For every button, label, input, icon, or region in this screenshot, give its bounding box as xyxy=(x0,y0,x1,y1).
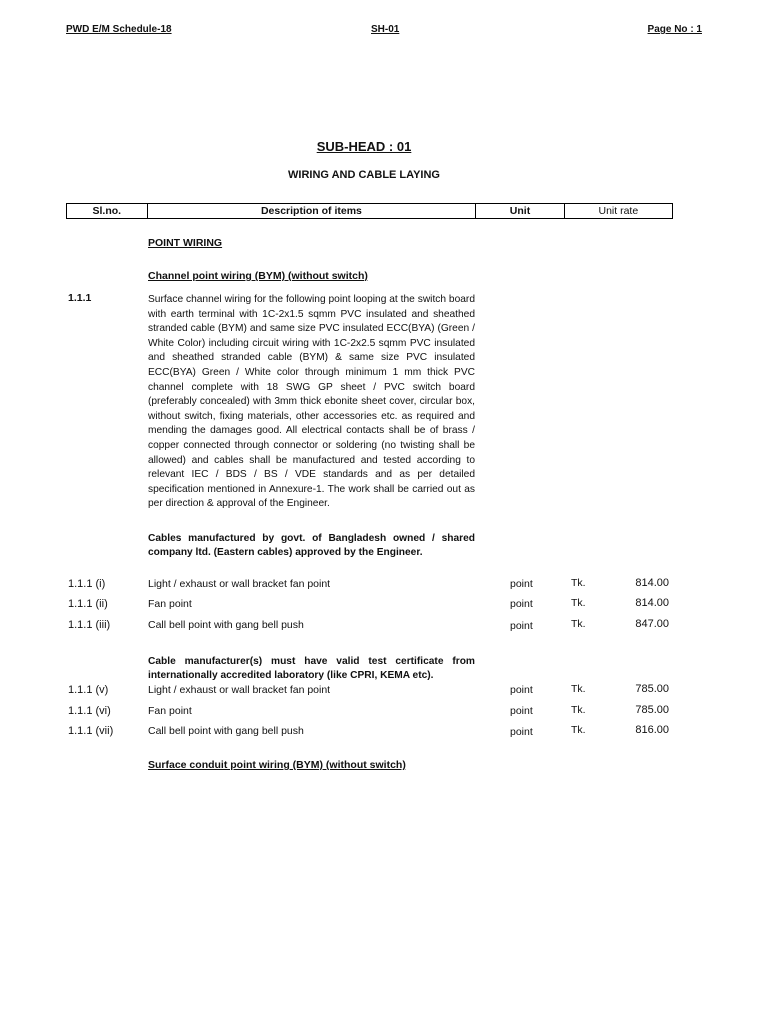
row-currency: Tk. xyxy=(571,724,586,736)
row-rate: 816.00 xyxy=(635,724,669,736)
row-currency: Tk. xyxy=(571,618,586,630)
row-rate: 814.00 xyxy=(635,597,669,609)
row-unit: point xyxy=(510,578,533,590)
row-currency: Tk. xyxy=(571,704,586,716)
row-description: Light / exhaust or wall bracket fan point xyxy=(148,684,331,696)
item-number: 1.1.1 xyxy=(68,292,92,304)
row-unit: point xyxy=(510,726,533,738)
row-rate: 847.00 xyxy=(635,618,669,630)
row-unit: point xyxy=(510,705,533,717)
row-rate: 814.00 xyxy=(635,577,669,589)
page-subtitle: WIRING AND CABLE LAYING xyxy=(288,169,440,181)
page-title: SUB-HEAD : 01 xyxy=(316,139,412,154)
row-currency: Tk. xyxy=(571,577,586,589)
row-number: 1.1.1 (iii) xyxy=(68,619,111,631)
section-heading: POINT WIRING xyxy=(148,237,223,249)
col-rate: Unit rate xyxy=(564,204,672,219)
note-test-certificate: Cable manufacturer(s) must have valid test certificate from internationally accredited laboratory (like CPRI, KEMA etc). xyxy=(148,656,475,681)
column-header-table xyxy=(66,203,673,219)
row-unit: point xyxy=(510,620,533,632)
col-slno: Sl.no. xyxy=(67,204,148,219)
row-description: Light / exhaust or wall bracket fan point xyxy=(148,578,331,590)
row-description: Call bell point with gang bell push xyxy=(148,619,304,631)
row-unit: point xyxy=(510,598,533,610)
header-sheet-id: SH-01 xyxy=(371,24,400,35)
col-unit: Unit xyxy=(476,204,564,219)
row-currency: Tk. xyxy=(571,597,586,609)
subsection-heading-channel: Channel point wiring (BYM) (without switch) xyxy=(148,270,368,282)
row-description: Fan point xyxy=(148,598,192,610)
header-doc-name: PWD E/M Schedule-18 xyxy=(66,24,172,35)
row-rate: 785.00 xyxy=(635,683,669,695)
note-govt-cables: Cables manufactured by govt. of Bangladesh owned / shared company ltd. (Eastern cables) approved by the Engineer. xyxy=(148,533,475,558)
row-number: 1.1.1 (ii) xyxy=(68,598,108,610)
row-unit: point xyxy=(510,684,533,696)
header-page-number: Page No : 1 xyxy=(647,24,702,35)
row-number: 1.1.1 (vi) xyxy=(68,705,111,717)
item-description: Surface channel wiring for the following point looping at the switch board with earth terminal with 1C-2x1.5 sqmm PVC insulated and sheathed stranded cable (BYM) and same size PVC insulated ECC(BYA) (Green / White Color) including circuit wiring with 1C-2x2.5 sqmm PVC insulated and sheathed stranded cable (BYM) & same size PVC insulated ECC(BYA) Green / White color through minimum 1 mm thick PVC channel complete with 18 SWG GP sheet / PVC switch board (preferably concealed) with 3mm thick ebonite sheet cover, circular box, without switch, fixing materials, other accessories etc. as required and mending the damages good. All electrical contacts shall be of brass / copper connected through connector or soldering (no twisting shall be allowed) and cables shall be manufactured and tested according to relevant IEC / BDS / BS / VDE standards and as per detailed specification mentioned in Annexure-1. The work shall be carried out as per direction & approval of the Engineer. xyxy=(148,294,475,510)
row-number: 1.1.1 (i) xyxy=(68,578,106,590)
col-description: Description of items xyxy=(147,204,476,219)
row-currency: Tk. xyxy=(571,683,586,695)
subsection-heading-conduit: Surface conduit point wiring (BYM) (without switch) xyxy=(148,759,406,771)
row-number: 1.1.1 (v) xyxy=(68,684,109,696)
row-rate: 785.00 xyxy=(635,704,669,716)
row-description: Fan point xyxy=(148,705,192,717)
row-number: 1.1.1 (vii) xyxy=(68,725,114,737)
row-description: Call bell point with gang bell push xyxy=(148,725,304,737)
